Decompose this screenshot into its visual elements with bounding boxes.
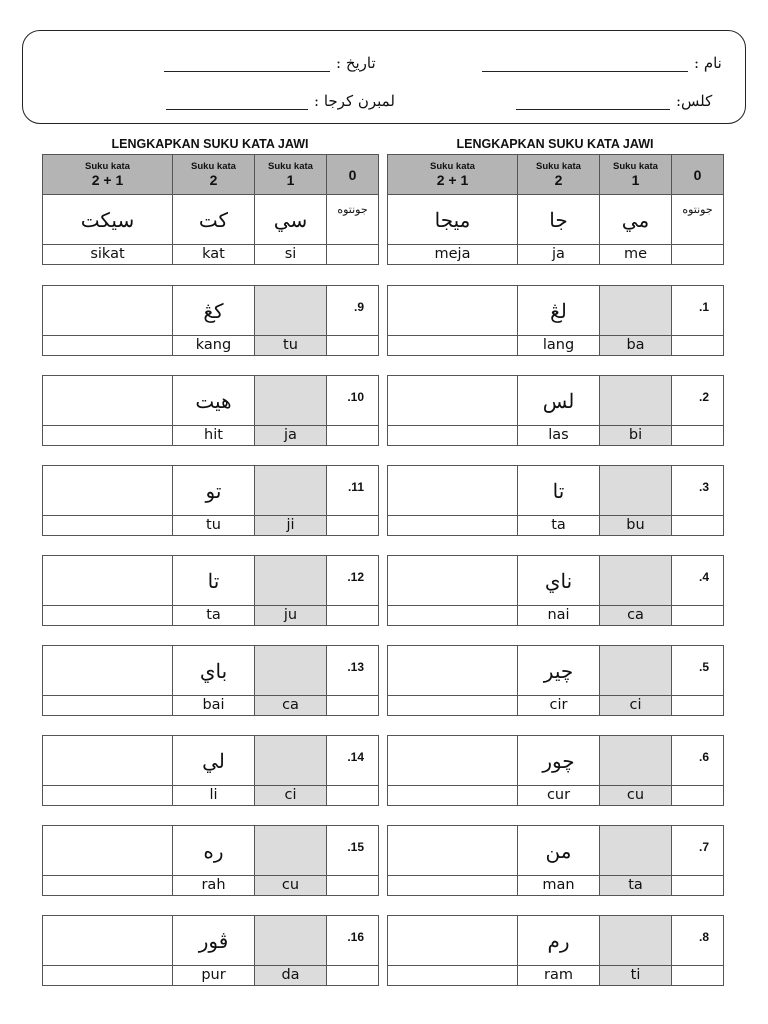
answer-rumi-cell: [43, 876, 173, 896]
answer-cell[interactable]: [43, 556, 173, 606]
empty-cell: [327, 606, 379, 626]
question-table-right: [387, 825, 724, 896]
example-full-jawi: سيكت: [43, 195, 173, 245]
answer-cell[interactable]: [43, 826, 173, 876]
answer-rumi-cell: [388, 426, 518, 446]
question-number: .6: [672, 736, 724, 786]
missing-syllable-cell[interactable]: [255, 556, 327, 606]
answer-cell[interactable]: [43, 286, 173, 336]
question-table-right: [387, 465, 724, 536]
question-table-left: [42, 555, 379, 626]
question-jawi: رم: [518, 916, 600, 966]
missing-syllable-cell[interactable]: [600, 556, 672, 606]
example-s1-rumi: me: [600, 245, 672, 265]
answer-rumi-cell: [43, 696, 173, 716]
nama-label: نام :: [694, 54, 722, 72]
question-number: .15: [327, 826, 379, 876]
question-jawi: تا: [518, 466, 600, 516]
syllable-1-rumi: cu: [600, 786, 672, 806]
empty-cell: [327, 426, 379, 446]
syllable-1-rumi: ci: [255, 786, 327, 806]
question-number: .10: [327, 376, 379, 426]
syllable-1-rumi: tu: [255, 336, 327, 356]
answer-cell[interactable]: [388, 736, 518, 786]
answer-rumi-cell: [43, 426, 173, 446]
syllable-1-rumi: ti: [600, 966, 672, 986]
example-table-right: [387, 154, 724, 265]
example-s1-jawi: سي: [255, 195, 327, 245]
example-s2-rumi: kat: [173, 245, 255, 265]
question-number: .4: [672, 556, 724, 606]
empty-cell: [327, 966, 379, 986]
syllable-1-rumi: ta: [600, 876, 672, 896]
empty-cell: [327, 876, 379, 896]
kelas-input-line[interactable]: [516, 108, 670, 110]
answer-cell[interactable]: [388, 826, 518, 876]
question-number: .11: [327, 466, 379, 516]
syllable-2-rumi: ta: [518, 516, 600, 536]
kelas-label: كلس:: [676, 92, 713, 110]
header-suku-kata-21: Suku kata 2 + 1: [43, 155, 173, 195]
answer-rumi-cell: [388, 336, 518, 356]
question-table-left: [42, 645, 379, 716]
question-number: .12: [327, 556, 379, 606]
question-table-right: [387, 645, 724, 716]
answer-cell[interactable]: [388, 286, 518, 336]
answer-rumi-cell: [388, 876, 518, 896]
syllable-2-rumi: pur: [173, 966, 255, 986]
answer-rumi-cell: [43, 606, 173, 626]
syllable-1-rumi: ju: [255, 606, 327, 626]
example-s1-rumi: si: [255, 245, 327, 265]
answer-rumi-cell: [388, 516, 518, 536]
question-number: .13: [327, 646, 379, 696]
syllable-2-rumi: hit: [173, 426, 255, 446]
question-jawi: ناي: [518, 556, 600, 606]
lembaran-label: لمبرن كرجا :: [314, 92, 395, 110]
answer-cell[interactable]: [388, 916, 518, 966]
syllable-2-rumi: las: [518, 426, 600, 446]
empty-cell: [327, 786, 379, 806]
example-s2-rumi: ja: [518, 245, 600, 265]
answer-cell[interactable]: [43, 466, 173, 516]
question-jawi: تا: [173, 556, 255, 606]
header-suku-kata-1: Suku kata 1: [255, 155, 327, 195]
question-jawi: چير: [518, 646, 600, 696]
header-zero: 0: [672, 155, 724, 195]
answer-cell[interactable]: [388, 556, 518, 606]
question-jawi: من: [518, 826, 600, 876]
example-full-rumi: sikat: [43, 245, 173, 265]
syllable-2-rumi: lang: [518, 336, 600, 356]
missing-syllable-cell[interactable]: [255, 286, 327, 336]
syllable-2-rumi: nai: [518, 606, 600, 626]
answer-rumi-cell: [43, 336, 173, 356]
question-table-right: [387, 735, 724, 806]
missing-syllable-cell[interactable]: [255, 736, 327, 786]
nama-field: [482, 54, 722, 72]
missing-syllable-cell[interactable]: [600, 736, 672, 786]
missing-syllable-cell[interactable]: [255, 916, 327, 966]
syllable-2-rumi: li: [173, 786, 255, 806]
syllable-1-rumi: ci: [600, 696, 672, 716]
missing-syllable-cell[interactable]: [255, 466, 327, 516]
answer-cell[interactable]: [43, 376, 173, 426]
syllable-1-rumi: cu: [255, 876, 327, 896]
example-s2-jawi: كت: [173, 195, 255, 245]
question-jawi: كڠ: [173, 286, 255, 336]
question-table-right: [387, 285, 724, 356]
example-label: جونتوه: [672, 195, 724, 245]
example-empty-cell: [327, 245, 379, 265]
question-jawi: هيت: [173, 376, 255, 426]
missing-syllable-cell[interactable]: [600, 466, 672, 516]
syllable-1-rumi: ja: [255, 426, 327, 446]
question-table-left: [42, 375, 379, 446]
missing-syllable-cell[interactable]: [600, 826, 672, 876]
answer-rumi-cell: [388, 786, 518, 806]
example-full-jawi: ميجا: [388, 195, 518, 245]
question-jawi: لس: [518, 376, 600, 426]
syllable-2-rumi: bai: [173, 696, 255, 716]
empty-cell: [672, 426, 724, 446]
question-number: .14: [327, 736, 379, 786]
answer-rumi-cell: [388, 696, 518, 716]
question-number: .3: [672, 466, 724, 516]
syllable-1-rumi: ca: [600, 606, 672, 626]
missing-syllable-cell[interactable]: [255, 376, 327, 426]
syllable-1-rumi: bu: [600, 516, 672, 536]
right-section-title: LENGKAPKAN SUKU KATA JAWI: [456, 137, 654, 151]
question-table-left: [42, 285, 379, 356]
answer-cell[interactable]: [388, 646, 518, 696]
answer-rumi-cell: [43, 966, 173, 986]
empty-cell: [672, 606, 724, 626]
answer-cell[interactable]: [43, 916, 173, 966]
empty-cell: [672, 876, 724, 896]
question-number: .5: [672, 646, 724, 696]
answer-rumi-cell: [388, 966, 518, 986]
empty-cell: [672, 336, 724, 356]
question-number: .1: [672, 286, 724, 336]
answer-cell[interactable]: [43, 736, 173, 786]
answer-rumi-cell: [43, 786, 173, 806]
lembaran-field: [166, 92, 395, 110]
header-suku-kata-1: Suku kata 1: [600, 155, 672, 195]
tarikh-input-line[interactable]: [164, 70, 330, 72]
syllable-2-rumi: cir: [518, 696, 600, 716]
question-table-left: [42, 735, 379, 806]
syllable-2-rumi: rah: [173, 876, 255, 896]
question-table-right: [387, 375, 724, 446]
missing-syllable-cell[interactable]: [255, 826, 327, 876]
header-suku-kata-21: Suku kata 2 + 1: [388, 155, 518, 195]
missing-syllable-cell[interactable]: [600, 376, 672, 426]
question-number: .7: [672, 826, 724, 876]
empty-cell: [672, 516, 724, 536]
question-jawi: لڠ: [518, 286, 600, 336]
syllable-1-rumi: da: [255, 966, 327, 986]
question-jawi: ڤور: [173, 916, 255, 966]
answer-rumi-cell: [43, 516, 173, 536]
kelas-field: [516, 92, 712, 110]
header-zero: 0: [327, 155, 379, 195]
syllable-2-rumi: ram: [518, 966, 600, 986]
question-jawi: چور: [518, 736, 600, 786]
missing-syllable-cell[interactable]: [600, 646, 672, 696]
tarikh-label: تاريخ :: [336, 54, 376, 72]
question-jawi: تو: [173, 466, 255, 516]
answer-rumi-cell: [388, 606, 518, 626]
empty-cell: [327, 696, 379, 716]
empty-cell: [672, 786, 724, 806]
question-number: .2: [672, 376, 724, 426]
syllable-1-rumi: ca: [255, 696, 327, 716]
syllable-2-rumi: cur: [518, 786, 600, 806]
empty-cell: [327, 516, 379, 536]
tarikh-field: [164, 54, 376, 72]
example-table-left: [42, 154, 379, 265]
question-number: .16: [327, 916, 379, 966]
header-suku-kata-2: Suku kata 2: [173, 155, 255, 195]
example-full-rumi: meja: [388, 245, 518, 265]
question-table-left: [42, 915, 379, 986]
header-suku-kata-2: Suku kata 2: [518, 155, 600, 195]
question-table-left: [42, 465, 379, 536]
syllable-1-rumi: bi: [600, 426, 672, 446]
missing-syllable-cell[interactable]: [600, 286, 672, 336]
left-section-title: LENGKAPKAN SUKU KATA JAWI: [111, 137, 309, 151]
question-jawi: ره: [173, 826, 255, 876]
missing-syllable-cell[interactable]: [600, 916, 672, 966]
syllable-2-rumi: man: [518, 876, 600, 896]
empty-cell: [672, 966, 724, 986]
question-jawi: لي: [173, 736, 255, 786]
question-table-right: [387, 915, 724, 986]
syllable-1-rumi: ji: [255, 516, 327, 536]
empty-cell: [327, 336, 379, 356]
question-table-right: [387, 555, 724, 626]
empty-cell: [672, 696, 724, 716]
question-table-left: [42, 825, 379, 896]
syllable-2-rumi: ta: [173, 606, 255, 626]
question-number: .9: [327, 286, 379, 336]
syllable-1-rumi: ba: [600, 336, 672, 356]
nama-input-line[interactable]: [482, 70, 688, 72]
lembaran-input-line[interactable]: [166, 108, 308, 110]
answer-cell[interactable]: [43, 646, 173, 696]
answer-cell[interactable]: [388, 466, 518, 516]
question-number: .8: [672, 916, 724, 966]
syllable-2-rumi: kang: [173, 336, 255, 356]
question-jawi: باي: [173, 646, 255, 696]
example-s1-jawi: مي: [600, 195, 672, 245]
example-label: جونتوه: [327, 195, 379, 245]
example-s2-jawi: جا: [518, 195, 600, 245]
missing-syllable-cell[interactable]: [255, 646, 327, 696]
answer-cell[interactable]: [388, 376, 518, 426]
example-empty-cell: [672, 245, 724, 265]
syllable-2-rumi: tu: [173, 516, 255, 536]
